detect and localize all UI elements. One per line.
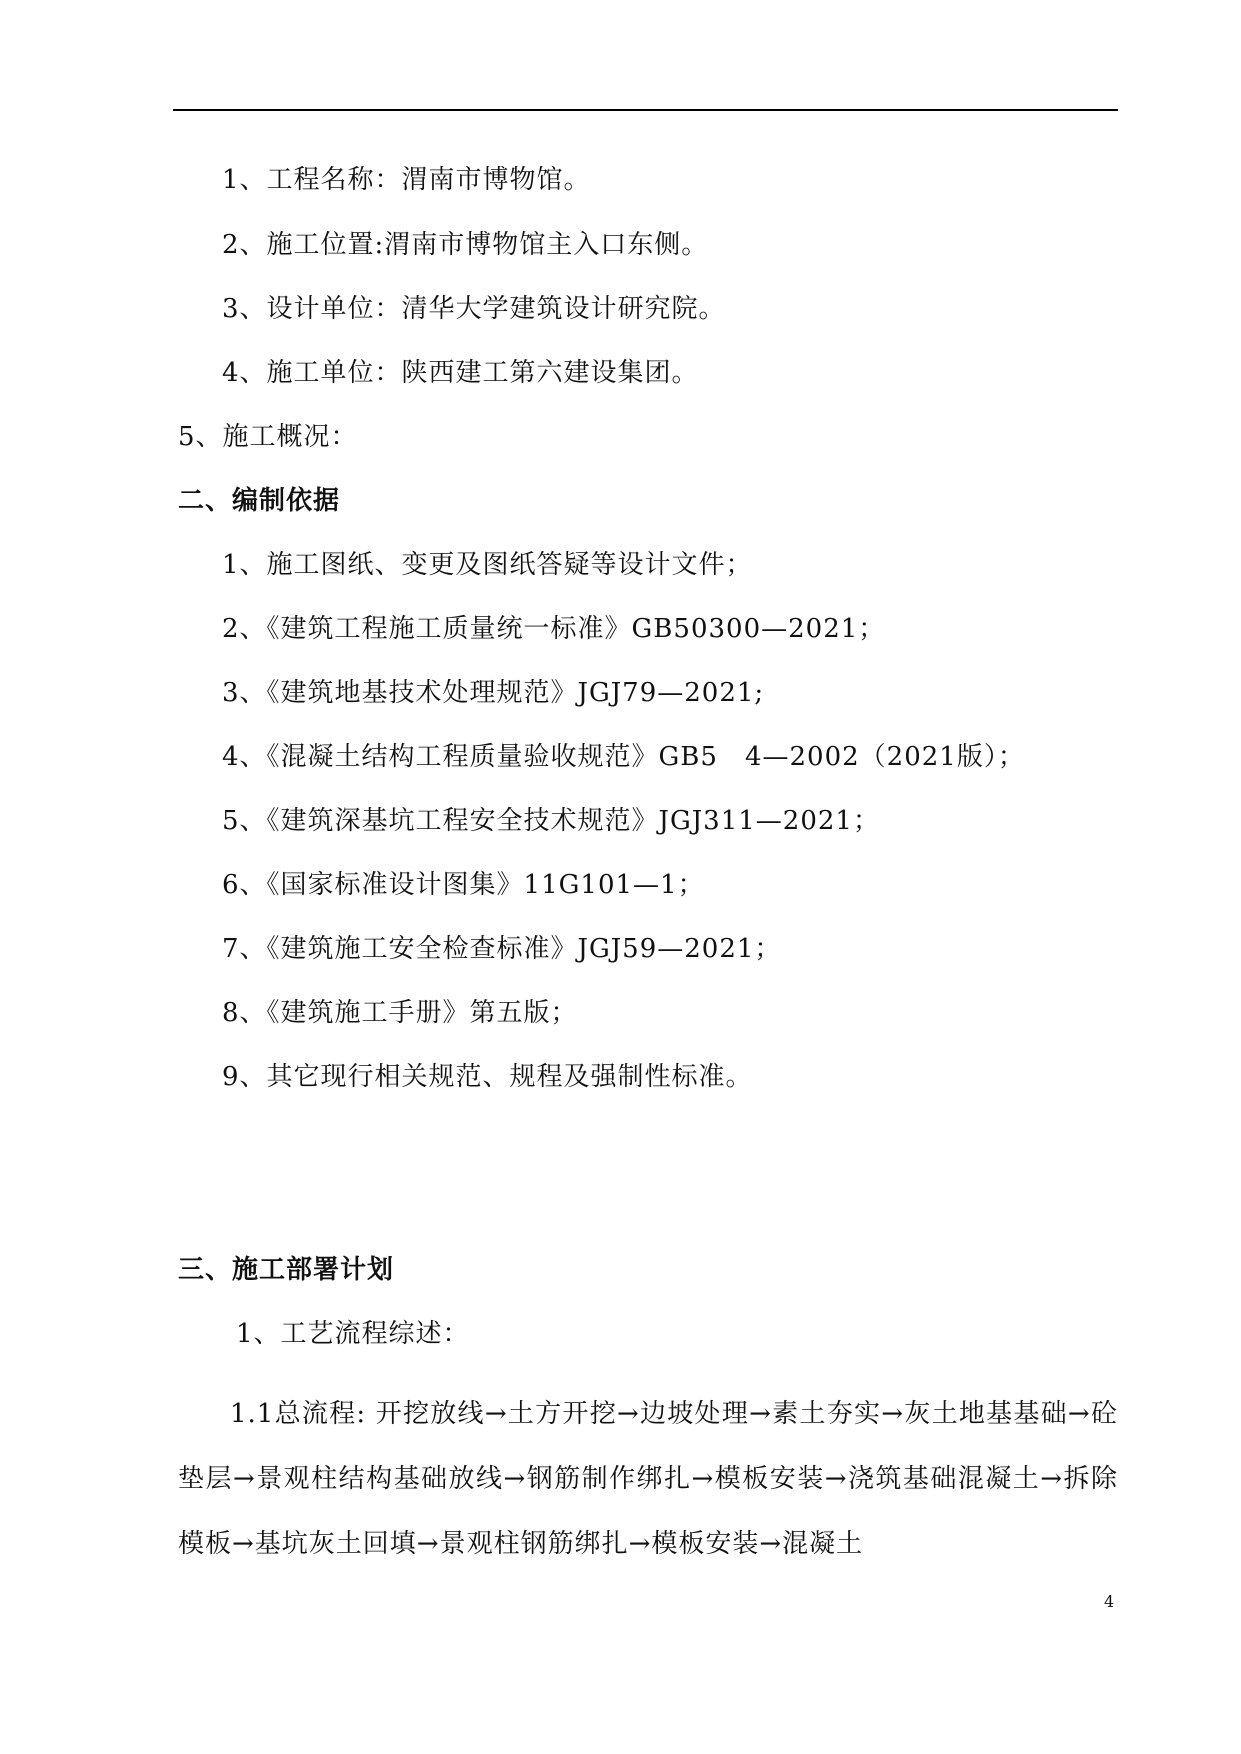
project-name-line: 1、工程名称：渭南市博物馆。 [222,165,591,195]
header-rule [173,109,1118,111]
basis-item: 5、《建筑深基坑工程安全技术规范》JGJ311—2021； [222,806,880,836]
basis-item: 9、其它现行相关规范、规程及强制性标准。 [222,1062,753,1092]
basis-item: 6、《国家标准设计图集》11G101—1； [222,870,705,900]
design-unit-line: 3、设计单位：清华大学建筑设计研究院。 [222,294,726,324]
page-number: 4 [1104,1592,1115,1611]
construction-location-line: 2、施工位置:渭南市博物馆主入口东侧。 [222,230,709,260]
basis-item: 8、《建筑施工手册》第五版； [222,998,578,1028]
basis-item: 7、《建筑施工安全检查标准》JGJ59—2021； [222,934,782,964]
basis-item: 4、《混凝土结构工程质量验收规范》GB5 4—2002（2021版）； [222,742,1025,772]
construction-unit-line: 4、施工单位：陕西建工第六建设集团。 [222,358,699,388]
basis-item: 1、施工图纸、变更及图纸答疑等设计文件； [222,550,753,580]
section-3-heading: 三、施工部署计划 [178,1255,395,1285]
basis-item: 3、《建筑地基技术处理规范》JGJ79—2021; [222,678,765,708]
basis-item: 2、《建筑工程施工质量统一标准》GB50300—2021； [222,614,886,644]
general-process-paragraph: 1.1总流程: 开挖放线→土方开挖→边坡处理→素土夯实→灰土地基基础→砼垫层→景观柱结构基础放线→钢筋制作绑扎→模板安装→浇筑基础混凝土→拆除模板→基坑灰土回填→景观柱钢筋绑扎→模板安装→混凝土 [178,1399,1118,1559]
section-2-heading: 二、编制依据 [178,486,341,516]
construction-overview-line: 5、施工概况： [178,422,358,452]
process-overview-subheading: 1、工艺流程综述： [236,1319,470,1349]
